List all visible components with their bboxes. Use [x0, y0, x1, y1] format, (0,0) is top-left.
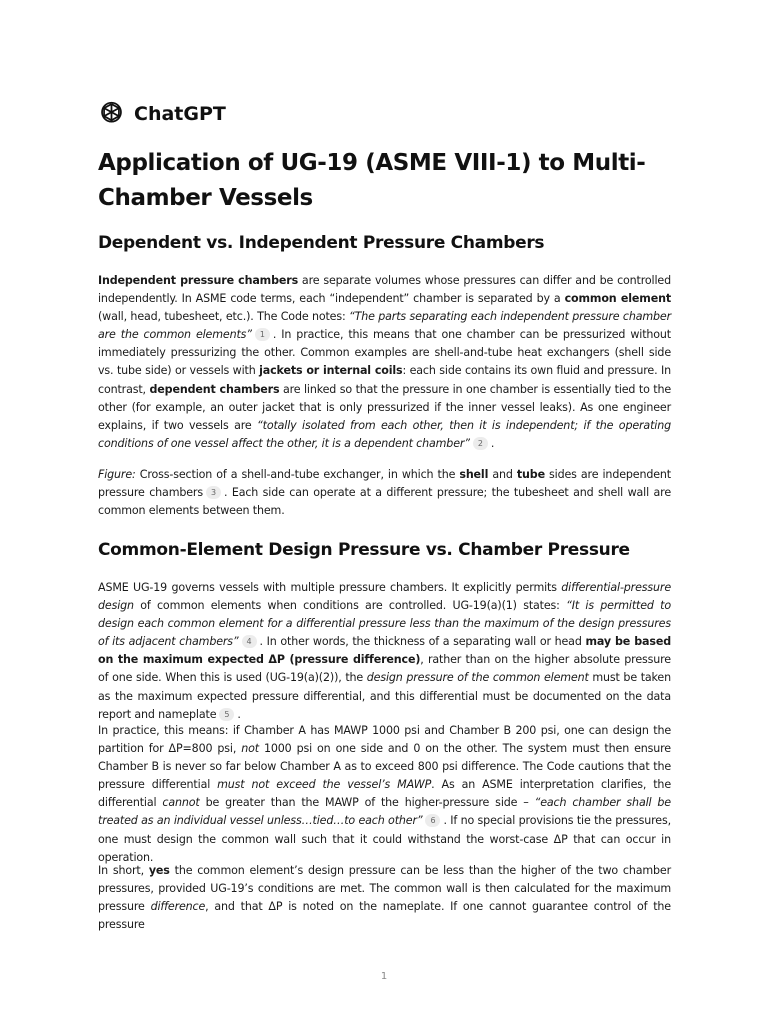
citation-badge[interactable]: 2 — [473, 437, 488, 450]
page-number: 1 — [380, 971, 388, 982]
body-text: : each side contains its own fluid and pressure. In contrast, — [98, 364, 671, 396]
bold-text: Independent pressure chambers — [98, 274, 299, 287]
bold-text: shell — [459, 468, 489, 481]
italic-text: difference — [150, 900, 206, 914]
body-text: be greater than the MAWP of the higher-pressure side – — [199, 796, 535, 810]
paragraph-chamber-definitions — [98, 272, 671, 453]
citation-badge[interactable]: 5 — [219, 708, 234, 721]
body-text: . In practice, this means that one chamber can be pressurized without immediately pressurizing the other. Common examples are shell-and-tube heat exchangers (shell side vs. tube side) or vessels with — [98, 328, 671, 378]
section-heading-dependent-independent: Dependent vs. Independent Pressure Chambers — [98, 233, 545, 253]
italic-text: not — [241, 742, 259, 756]
body-text: must be taken as the maximum expected pressure differential, and this differential must be documented on the data report and nameplate — [98, 671, 671, 721]
figure-label: Figure: — [98, 468, 136, 481]
body-text: are separate volumes whose pressures can differ and be controlled independently. In ASME code terms, each “independent” chamber is separated by a — [98, 274, 671, 306]
quote-text: “It is permitted to design each common element for a differential pressure less than the maximum of the design pressures of its adjacent chambers” — [98, 599, 672, 649]
bold-text: dependent chambers — [149, 382, 280, 396]
brand-name: ChatGPT — [134, 102, 226, 125]
openai-logo-icon — [98, 100, 125, 127]
body-text: . Each side can operate at a different pressure; the tubesheet and shell wall are common elements between them. — [98, 486, 671, 518]
body-text: . As an ASME interpretation clarifies, the differential — [98, 778, 671, 810]
body-text: (wall, head, tubesheet, etc.). The Code notes: — [98, 310, 350, 324]
italic-text: design pressure of the common element — [366, 671, 589, 685]
italic-text: must not exceed the vessel’s MAWP — [217, 778, 432, 792]
bold-text: jackets or internal coils — [259, 364, 403, 378]
body-text: . — [237, 707, 241, 721]
body-text: ASME UG-19 governs vessels with multiple pressure chambers. It explicitly permits — [98, 581, 562, 594]
quote-text: “totally isolated from each other, then it is independent; if the operating conditions of one vessel affect the other, it is a dependent chamber” — [98, 418, 671, 450]
body-text: . If no special provisions tie the pressures, one must design the common wall such that it could withstand the worst-case ΔP that can occur in operation. — [98, 814, 671, 864]
body-text: , rather than on the higher absolute pressure of one side. When this is used (UG-19(a)(2)), the — [98, 653, 671, 685]
brand-header — [98, 100, 226, 127]
quote-text: “each chamber shall be treated as an individual vessel unless…tied…to each other” — [98, 796, 671, 828]
citation-badge[interactable]: 6 — [425, 814, 440, 827]
body-text: the common element’s design pressure can be less than the higher of the two chamber pressures, provided UG-19’s conditions are met. The common wall is then calculated for the maximum pressure — [98, 864, 671, 914]
body-text: 1000 psi on one side and 0 on the other. The system must then ensure Chamber B is never so far below Chamber A as to exceed 800 psi difference. The Code cautions that the pressure differential — [98, 742, 671, 792]
body-text: are linked so that the pressure in one chamber is essentially tied to the other (for example, an outer jacket that is only pressurized if the inner vessel leaks). As one engineer explains, if two vessels are — [98, 382, 672, 432]
body-text: In practice, this means: if Chamber A has MAWP 1000 psi and Chamber B 200 psi, one can design the partition for ΔP=800 psi, — [98, 724, 671, 756]
paragraph-practical-example — [98, 722, 671, 867]
citation-badge[interactable]: 4 — [242, 635, 257, 648]
paragraph-ug19-overview — [98, 579, 671, 724]
body-text: . — [490, 436, 495, 450]
quote-text: “The parts separating each independent pressure chamber are the common elements” — [98, 310, 671, 342]
paragraph-figure-caption — [98, 466, 671, 520]
section-heading-common-element: Common-Element Design Pressure vs. Chamber Pressure — [98, 540, 630, 560]
bold-text: yes — [148, 864, 170, 877]
body-text: . In other words, the thickness of a separating wall or head — [259, 635, 586, 649]
citation-badge[interactable]: 1 — [255, 328, 270, 341]
italic-text: differential-pressure design — [98, 581, 671, 613]
bold-text: common element — [564, 292, 671, 306]
body-text: sides are independent pressure chambers — [98, 468, 671, 500]
bold-text: may be based on the maximum expected ΔP (pressure difference) — [98, 635, 671, 667]
bold-text: tube — [516, 468, 545, 481]
body-text: Cross-section of a shell-and-tube exchanger, in which the — [135, 468, 460, 481]
citation-badge[interactable]: 3 — [206, 486, 221, 499]
paragraph-summary — [98, 862, 671, 934]
body-text: of common elements when conditions are controlled. UG-19(a)(1) states: — [133, 599, 567, 613]
document-title: Application of UG-19 (ASME VIII-1) to Multi-Chamber Vessels — [98, 150, 646, 211]
body-text: , and that ΔP is noted on the nameplate. If one cannot guarantee control of the pressure — [98, 900, 671, 932]
body-text: and — [488, 468, 517, 481]
italic-text: cannot — [162, 796, 200, 810]
body-text: In short, — [98, 864, 149, 877]
